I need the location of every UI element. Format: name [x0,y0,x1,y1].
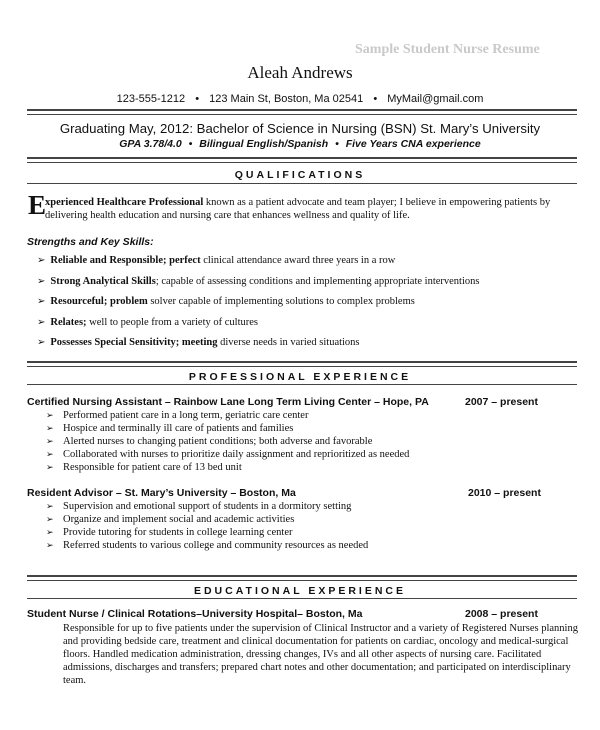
divider-rule [27,575,577,577]
list-item: ➢ Performed patient care in a long term, geriatric care center [46,410,309,421]
list-item: ➢ Supervision and emotional support of students in a dormitory setting [46,501,352,512]
list-item: ➢ Responsible for patient care of 13 bed unit [46,462,242,473]
arrowhead-icon: ➢ [37,317,46,328]
checkmark-arrow-icon: ➢ [46,411,54,421]
separator-dot: • [188,138,193,150]
checkmark-arrow-icon: ➢ [46,502,54,512]
skill-item: ➢ Strong Analytical Skills; capable of assessing conditions and implementing appropriate interventions [37,276,480,287]
language: Bilingual English/Spanish [199,138,329,150]
drop-cap: E [28,190,47,220]
education-dates: 2008 – present [465,608,538,620]
list-item: ➢ Collaborated with nurses to prioritize daily assignment and reprioritized as needed [46,449,410,460]
gpa: GPA 3.78/4.0 [119,138,182,150]
skills-heading: Strengths and Key Skills: [27,236,154,248]
list-item: ➢ Provide tutoring for students in college learning center [46,527,293,538]
list-item: ➢ Organize and implement social and academic activities [46,514,295,525]
section-heading-educational: EDUCATIONAL EXPERIENCE [193,585,407,597]
section-heading-qualifications: QUALIFICATIONS [234,169,366,181]
checkmark-arrow-icon: ➢ [46,463,54,473]
email: MyMail@gmail.com [387,93,484,105]
list-item: ➢ Hospice and terminally ill care of patients and families [46,423,294,434]
checkmark-arrow-icon: ➢ [46,528,54,538]
skill-item: ➢ Possesses Special Sensitivity; meeting diverse needs in varied situations [37,337,360,348]
contact-line [0,93,600,105]
divider-rule [27,384,577,385]
candidate-name: Aleah Andrews [247,63,353,82]
qualifications-intro [45,196,580,222]
job-dates: 2010 – present [468,487,541,499]
arrowhead-icon: ➢ [37,337,46,348]
divider-rule [27,109,577,111]
list-item: ➢ Alerted nurses to changing patient conditions; both adverse and favorable [46,436,373,447]
divider-rule [27,183,577,184]
separator-dot: • [373,93,378,105]
divider-rule [27,366,577,367]
intro-text: known as a patient advocate and team player; I believe in empowering patients by delivering health education and nursing care that enhances wellness and quality of life. [45,197,551,221]
job-title: Resident Advisor – St. Mary’s University – Boston, Ma [27,487,296,499]
divider-rule [27,162,577,163]
separator-dot: • [195,93,200,105]
section-heading-professional: PROFESSIONAL EXPERIENCE [188,371,412,383]
intro-bold: xperienced Healthcare Professional [45,197,204,208]
education-title: Student Nurse / Clinical Rotations–University Hospital– Boston, Ma [27,608,363,620]
phone-number: 123-555-1212 [116,93,186,105]
divider-rule [27,157,577,159]
arrowhead-icon: ➢ [37,255,46,266]
checkmark-arrow-icon: ➢ [46,541,54,551]
divider-rule [27,598,577,599]
education-description: Responsible for up to five patients under the supervision of Clinical Instructor and a variety of Registered Nurses planning and providing bedside care, treatment and clinical documentation for patients on cardiac, oncology and medical-surgical floors. Handled medication administration, dressing changes, IVs and all other aspects of nursing care. Facilitated admissions, discharges and transfers; prepared chart notes and other documentation; and participated on interdisciplinary team. [63,623,578,686]
graduation-details [0,138,600,150]
checkmark-arrow-icon: ➢ [46,515,54,525]
checkmark-arrow-icon: ➢ [46,424,54,434]
job-dates: 2007 – present [465,396,538,408]
graduation-line: Graduating May, 2012: Bachelor of Science in Nursing (BSN) St. Mary’s University [59,121,541,136]
list-item: ➢ Referred students to various college and community resources as needed [46,540,369,551]
checkmark-arrow-icon: ➢ [46,437,54,447]
watermark-text: Sample Student Nurse Resume [355,42,540,57]
divider-rule [27,580,577,581]
address: 123 Main St, Boston, Ma 02541 [209,93,364,105]
divider-rule [27,361,577,363]
skill-item: ➢ Resourceful; problem solver capable of implementing solutions to complex problems [37,296,415,307]
cna-experience: Five Years CNA experience [345,138,481,150]
arrowhead-icon: ➢ [37,296,46,307]
job-title: Certified Nursing Assistant – Rainbow Lane Long Term Living Center – Hope, PA [27,396,429,408]
arrowhead-icon: ➢ [37,276,46,287]
skill-item: ➢ Reliable and Responsible; perfect clinical attendance award three years in a row [37,255,396,266]
checkmark-arrow-icon: ➢ [46,450,54,460]
skill-item: ➢ Relates; well to people from a variety of cultures [37,317,258,328]
separator-dot: • [335,138,339,150]
divider-rule [27,114,577,115]
